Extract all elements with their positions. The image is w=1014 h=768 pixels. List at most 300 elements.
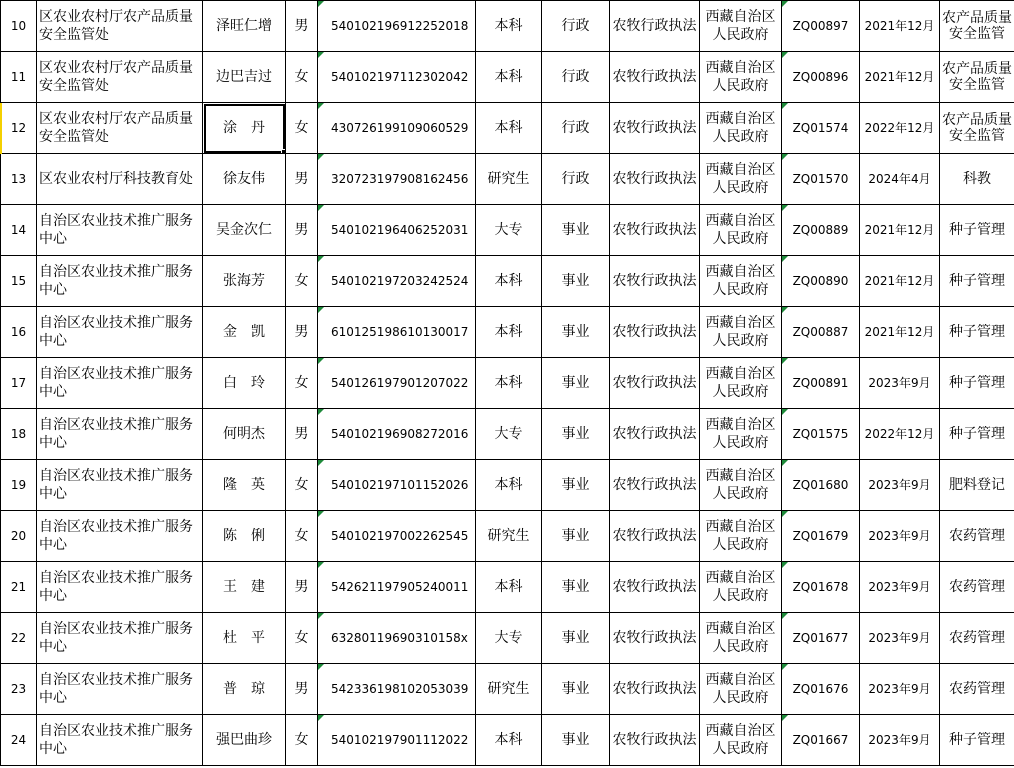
name-cell[interactable] — [203, 307, 286, 358]
education-cell[interactable] — [476, 1, 542, 52]
unit-text: 区农业农村厅农产品质量安全监管处 — [39, 111, 193, 145]
staff-type-cell[interactable] — [542, 52, 610, 103]
education-cell[interactable] — [476, 715, 542, 766]
row-number-cell[interactable] — [1, 1, 37, 52]
enforcement-type-cell[interactable] — [610, 154, 700, 205]
issue-date-cell[interactable] — [860, 613, 940, 664]
row-number-text: 21 — [10, 580, 27, 594]
unit-cell[interactable] — [37, 103, 203, 154]
gender-text: 男 — [294, 681, 309, 697]
enforcement-type-cell[interactable] — [610, 511, 700, 562]
enforcement-area-cell[interactable] — [940, 613, 1014, 664]
education-cell[interactable] — [476, 256, 542, 307]
enforcement-area-text: 农产品质量安全监管 — [942, 112, 1012, 144]
selected-cell[interactable] — [203, 103, 286, 154]
certificate-number-cell[interactable] — [782, 1, 860, 52]
certificate-number-text: ZQ00889 — [792, 223, 849, 237]
table-row — [1, 256, 1014, 307]
row-number-text: 14 — [10, 223, 27, 237]
id-number-cell[interactable] — [318, 307, 476, 358]
enforcement-area-cell[interactable] — [940, 205, 1014, 256]
issuing-authority-cell[interactable] — [700, 307, 782, 358]
enforcement-type-text: 农牧行政执法 — [612, 732, 697, 748]
unit-cell[interactable] — [37, 307, 203, 358]
enforcement-area-text: 农产品质量安全监管 — [942, 61, 1012, 93]
issuing-authority-cell[interactable] — [700, 52, 782, 103]
enforcement-area-cell[interactable] — [940, 562, 1014, 613]
staff-type-text: 事业 — [561, 222, 590, 238]
gender-text: 女 — [294, 528, 309, 544]
gender-text: 男 — [294, 426, 309, 442]
gender-cell[interactable] — [286, 103, 318, 154]
row-number-cell[interactable] — [1, 664, 37, 715]
education-cell[interactable] — [476, 103, 542, 154]
table-row — [1, 205, 1014, 256]
issue-date-text: 2021年12月 — [864, 274, 935, 288]
id-number-cell[interactable] — [318, 358, 476, 409]
name-cell[interactable] — [203, 664, 286, 715]
staff-type-cell[interactable] — [542, 154, 610, 205]
name-text: 强巴曲珍 — [216, 732, 272, 748]
issuing-authority-cell[interactable] — [700, 409, 782, 460]
gender-cell[interactable] — [286, 562, 318, 613]
enforcement-area-cell[interactable] — [940, 256, 1014, 307]
gender-cell[interactable] — [286, 52, 318, 103]
issuing-authority-cell[interactable] — [700, 715, 782, 766]
issuing-authority-cell[interactable] — [700, 460, 782, 511]
certificate-number-text: ZQ00896 — [792, 70, 849, 84]
gender-text: 女 — [294, 732, 309, 748]
table-row — [1, 1, 1014, 52]
issuing-authority-cell[interactable] — [700, 205, 782, 256]
gender-cell[interactable] — [286, 358, 318, 409]
unit-cell[interactable] — [37, 613, 203, 664]
unit-cell[interactable] — [37, 1, 203, 52]
id-number-text: 542336198102053039 — [331, 682, 469, 696]
id-number-text: 540126197901207022 — [331, 376, 469, 390]
education-text: 本科 — [494, 375, 523, 391]
gender-text: 男 — [294, 18, 309, 34]
unit-cell[interactable] — [37, 205, 203, 256]
enforcement-area-text: 农药管理 — [949, 579, 1005, 595]
gender-cell[interactable] — [286, 409, 318, 460]
certificate-number-text: ZQ01575 — [792, 427, 849, 441]
unit-cell[interactable] — [37, 154, 203, 205]
certificate-number-cell[interactable] — [782, 613, 860, 664]
issuing-authority-cell[interactable] — [700, 664, 782, 715]
enforcement-type-text: 农牧行政执法 — [612, 222, 697, 238]
issue-date-text: 2023年9月 — [868, 733, 931, 747]
unit-cell[interactable] — [37, 511, 203, 562]
enforcement-area-text: 农药管理 — [949, 630, 1005, 646]
issue-date-cell[interactable] — [860, 562, 940, 613]
id-number-cell[interactable] — [318, 256, 476, 307]
enforcement-area-cell[interactable] — [940, 511, 1014, 562]
gender-cell[interactable] — [286, 256, 318, 307]
issuing-authority-text: 西藏自治区人民政府 — [705, 9, 776, 43]
issuing-authority-text: 西藏自治区人民政府 — [705, 264, 776, 298]
staff-type-text: 事业 — [561, 426, 590, 442]
enforcement-area-cell[interactable] — [940, 358, 1014, 409]
gender-cell[interactable] — [286, 664, 318, 715]
id-number-cell[interactable] — [318, 205, 476, 256]
table-row — [1, 511, 1014, 562]
row-number-text: 11 — [10, 70, 27, 84]
row-number-text: 16 — [10, 325, 27, 339]
staff-type-cell[interactable] — [542, 409, 610, 460]
enforcement-type-cell[interactable] — [610, 613, 700, 664]
row-number-cell[interactable] — [1, 256, 37, 307]
certificate-number-cell[interactable] — [782, 409, 860, 460]
name-text: 吴金次仁 — [216, 222, 272, 238]
name-text: 徐友伟 — [223, 171, 265, 187]
enforcement-area-cell[interactable] — [940, 460, 1014, 511]
education-text: 本科 — [494, 324, 523, 340]
name-cell[interactable] — [203, 511, 286, 562]
id-number-text: 320723197908162456 — [331, 172, 469, 186]
name-text: 王 建 — [223, 579, 265, 595]
enforcement-type-text: 农牧行政执法 — [612, 477, 697, 493]
table-row — [1, 358, 1014, 409]
certificate-number-cell[interactable] — [782, 205, 860, 256]
row-number-cell[interactable] — [1, 562, 37, 613]
certificate-number-text: ZQ01570 — [792, 172, 849, 186]
id-number-cell[interactable] — [318, 511, 476, 562]
id-number-text: 540102197901112022 — [331, 733, 469, 747]
name-cell[interactable] — [203, 358, 286, 409]
unit-cell[interactable] — [37, 562, 203, 613]
enforcement-area-cell[interactable] — [940, 103, 1014, 154]
row-number-cell[interactable] — [1, 205, 37, 256]
id-number-text: 540102196912252018 — [331, 19, 469, 33]
staff-type-text: 事业 — [561, 477, 590, 493]
unit-cell[interactable] — [37, 664, 203, 715]
enforcement-area-text: 种子管理 — [949, 426, 1005, 442]
issue-date-cell[interactable] — [860, 511, 940, 562]
staff-type-text: 行政 — [561, 69, 590, 85]
id-number-cell[interactable] — [318, 664, 476, 715]
certificate-number-cell[interactable] — [782, 358, 860, 409]
education-cell[interactable] — [476, 562, 542, 613]
education-text: 大专 — [494, 222, 523, 238]
gender-text: 女 — [294, 630, 309, 646]
certificate-number-cell[interactable] — [782, 715, 860, 766]
name-cell[interactable] — [203, 205, 286, 256]
unit-cell[interactable] — [37, 715, 203, 766]
enforcement-area-cell[interactable] — [940, 154, 1014, 205]
enforcement-type-text: 农牧行政执法 — [612, 579, 697, 595]
certificate-number-cell[interactable] — [782, 52, 860, 103]
unit-text: 自治区农业技术推广服务中心 — [39, 315, 193, 349]
unit-cell[interactable] — [37, 409, 203, 460]
unit-cell[interactable] — [37, 460, 203, 511]
education-cell[interactable] — [476, 613, 542, 664]
issuing-authority-text: 西藏自治区人民政府 — [705, 315, 776, 349]
gender-cell[interactable] — [286, 460, 318, 511]
issue-date-text: 2021年12月 — [864, 70, 935, 84]
name-text: 隆 英 — [223, 477, 265, 493]
unit-text: 自治区农业技术推广服务中心 — [39, 468, 193, 502]
row-number-cell[interactable] — [1, 154, 37, 205]
issue-date-text: 2022年12月 — [864, 121, 935, 135]
issuing-authority-text: 西藏自治区人民政府 — [705, 213, 776, 247]
id-number-cell[interactable] — [318, 409, 476, 460]
issuing-authority-cell[interactable] — [700, 1, 782, 52]
staff-type-cell[interactable] — [542, 307, 610, 358]
staff-type-text: 事业 — [561, 681, 590, 697]
table-row — [1, 664, 1014, 715]
id-number-cell[interactable] — [318, 460, 476, 511]
education-cell[interactable] — [476, 409, 542, 460]
issue-date-cell[interactable] — [860, 715, 940, 766]
issue-date-text: 2021年12月 — [864, 223, 935, 237]
enforcement-type-text: 农牧行政执法 — [612, 120, 697, 136]
enforcement-type-cell[interactable] — [610, 460, 700, 511]
staff-type-text: 事业 — [561, 579, 590, 595]
row-number-text: 15 — [10, 274, 27, 288]
issuing-authority-text: 西藏自治区人民政府 — [705, 366, 776, 400]
issuing-authority-text: 西藏自治区人民政府 — [705, 417, 776, 451]
enforcement-type-text: 农牧行政执法 — [612, 18, 697, 34]
staff-type-cell[interactable] — [542, 664, 610, 715]
enforcement-type-text: 农牧行政执法 — [612, 630, 697, 646]
issue-date-cell[interactable] — [860, 154, 940, 205]
id-number-cell[interactable] — [318, 715, 476, 766]
gender-text: 男 — [294, 579, 309, 595]
enforcement-type-cell[interactable] — [610, 103, 700, 154]
name-text: 涂 丹 — [223, 120, 265, 136]
row-number-text: 13 — [10, 172, 27, 186]
enforcement-area-cell[interactable] — [940, 409, 1014, 460]
id-number-cell[interactable] — [318, 613, 476, 664]
name-cell[interactable] — [203, 715, 286, 766]
enforcement-area-text: 科教 — [963, 171, 991, 187]
row-number-text: 10 — [10, 19, 27, 33]
certificate-number-text: ZQ00890 — [792, 274, 849, 288]
table-row — [1, 460, 1014, 511]
gender-cell[interactable] — [286, 511, 318, 562]
enforcement-type-cell[interactable] — [610, 409, 700, 460]
issue-date-cell[interactable] — [860, 52, 940, 103]
education-text: 本科 — [494, 579, 523, 595]
enforcement-type-cell[interactable] — [610, 1, 700, 52]
id-number-cell[interactable] — [318, 1, 476, 52]
issuing-authority-cell[interactable] — [700, 256, 782, 307]
staff-type-cell[interactable] — [542, 562, 610, 613]
staff-type-cell[interactable] — [542, 256, 610, 307]
issuing-authority-cell[interactable] — [700, 511, 782, 562]
education-cell[interactable] — [476, 358, 542, 409]
education-cell[interactable] — [476, 511, 542, 562]
issue-date-text: 2024年4月 — [868, 172, 931, 186]
name-cell[interactable] — [203, 562, 286, 613]
education-text: 研究生 — [487, 681, 530, 697]
issue-date-text: 2023年9月 — [868, 529, 931, 543]
issue-date-text: 2023年9月 — [868, 682, 931, 696]
row-number-cell[interactable] — [1, 715, 37, 766]
id-number-cell[interactable] — [318, 562, 476, 613]
row-number-cell[interactable] — [1, 460, 37, 511]
staff-type-cell[interactable] — [542, 715, 610, 766]
education-text: 本科 — [494, 120, 523, 136]
issue-date-text: 2023年9月 — [868, 580, 931, 594]
enforcement-type-cell[interactable] — [610, 205, 700, 256]
staff-type-cell[interactable] — [542, 103, 610, 154]
certificate-number-text: ZQ01679 — [792, 529, 849, 543]
staff-type-cell[interactable] — [542, 205, 610, 256]
name-cell[interactable] — [203, 613, 286, 664]
row-number-text: 18 — [10, 427, 27, 441]
staff-type-cell[interactable] — [542, 358, 610, 409]
gender-text: 女 — [294, 375, 309, 391]
staff-type-cell[interactable] — [542, 511, 610, 562]
enforcement-type-cell[interactable] — [610, 715, 700, 766]
name-cell[interactable] — [203, 409, 286, 460]
row-number-cell[interactable] — [1, 358, 37, 409]
gender-cell[interactable] — [286, 715, 318, 766]
certificate-number-cell[interactable] — [782, 562, 860, 613]
issue-date-text: 2023年9月 — [868, 376, 931, 390]
enforcement-area-text: 农药管理 — [949, 681, 1005, 697]
issuing-authority-text: 西藏自治区人民政府 — [705, 468, 776, 502]
enforcement-type-cell[interactable] — [610, 256, 700, 307]
row-number-cell[interactable] — [1, 52, 37, 103]
certificate-number-text: ZQ01574 — [792, 121, 849, 135]
gender-cell[interactable] — [286, 307, 318, 358]
enforcement-area-text: 肥料登记 — [949, 477, 1005, 493]
name-cell[interactable] — [203, 1, 286, 52]
unit-text: 自治区农业技术推广服务中心 — [39, 366, 193, 400]
issue-date-cell[interactable] — [860, 256, 940, 307]
enforcement-type-text: 农牧行政执法 — [612, 324, 697, 340]
row-number-cell[interactable] — [1, 409, 37, 460]
id-number-text: 430726199109060529 — [331, 121, 469, 135]
enforcement-area-text: 种子管理 — [949, 222, 1005, 238]
staff-type-text: 行政 — [561, 171, 590, 187]
education-cell[interactable] — [476, 307, 542, 358]
education-cell[interactable] — [476, 664, 542, 715]
enforcement-area-cell[interactable] — [940, 307, 1014, 358]
issuing-authority-cell[interactable] — [700, 103, 782, 154]
gender-text: 女 — [294, 69, 309, 85]
enforcement-type-text: 农牧行政执法 — [612, 528, 697, 544]
enforcement-area-text: 种子管理 — [949, 732, 1005, 748]
name-text: 金 凯 — [223, 324, 265, 340]
issuing-authority-cell[interactable] — [700, 358, 782, 409]
row-number-cell[interactable] — [1, 511, 37, 562]
enforcement-type-cell[interactable] — [610, 664, 700, 715]
issuing-authority-cell[interactable] — [700, 562, 782, 613]
certificate-number-cell[interactable] — [782, 154, 860, 205]
enforcement-area-text: 种子管理 — [949, 375, 1005, 391]
staff-type-text: 事业 — [561, 273, 590, 289]
gender-cell[interactable] — [286, 205, 318, 256]
gender-text: 女 — [294, 273, 309, 289]
enforcement-area-cell[interactable] — [940, 52, 1014, 103]
issue-date-cell[interactable] — [860, 205, 940, 256]
certificate-number-cell[interactable] — [782, 256, 860, 307]
certificate-number-text: ZQ01667 — [792, 733, 849, 747]
education-cell[interactable] — [476, 205, 542, 256]
table-row — [1, 52, 1014, 103]
enforcement-area-cell[interactable] — [940, 1, 1014, 52]
enforcement-area-cell[interactable] — [940, 664, 1014, 715]
id-number-cell[interactable] — [318, 154, 476, 205]
gender-text: 女 — [294, 477, 309, 493]
staff-type-cell[interactable] — [542, 1, 610, 52]
enforcement-type-cell[interactable] — [610, 358, 700, 409]
id-number-cell[interactable] — [318, 52, 476, 103]
certificate-number-cell[interactable] — [782, 103, 860, 154]
name-cell[interactable] — [203, 256, 286, 307]
gender-cell[interactable] — [286, 613, 318, 664]
name-cell[interactable] — [203, 52, 286, 103]
id-number-text: 542621197905240011 — [331, 580, 469, 594]
unit-cell[interactable] — [37, 256, 203, 307]
issue-date-cell[interactable] — [860, 1, 940, 52]
issue-date-cell[interactable] — [860, 409, 940, 460]
name-cell[interactable] — [203, 154, 286, 205]
education-cell[interactable] — [476, 154, 542, 205]
row-number-text: 23 — [10, 682, 27, 696]
name-text: 泽旺仁增 — [216, 18, 272, 34]
certificate-number-cell[interactable] — [782, 511, 860, 562]
unit-cell[interactable] — [37, 358, 203, 409]
issue-date-cell[interactable] — [860, 460, 940, 511]
name-text: 何明杰 — [223, 426, 265, 442]
row-number-cell[interactable] — [1, 613, 37, 664]
issuing-authority-cell[interactable] — [700, 613, 782, 664]
issue-date-cell[interactable] — [860, 307, 940, 358]
issue-date-cell[interactable] — [860, 664, 940, 715]
unit-cell[interactable] — [37, 52, 203, 103]
certificate-number-text: ZQ01677 — [792, 631, 849, 645]
issue-date-cell[interactable] — [860, 358, 940, 409]
issue-date-text: 2023年9月 — [868, 631, 931, 645]
education-cell[interactable] — [476, 52, 542, 103]
issue-date-cell[interactable] — [860, 103, 940, 154]
certificate-number-cell[interactable] — [782, 460, 860, 511]
staff-type-cell[interactable] — [542, 460, 610, 511]
unit-text: 区农业农村厅农产品质量安全监管处 — [39, 60, 193, 94]
issue-date-text: 2023年9月 — [868, 478, 931, 492]
staff-type-cell[interactable] — [542, 613, 610, 664]
enforcement-type-text: 农牧行政执法 — [612, 681, 697, 697]
education-text: 研究生 — [487, 528, 530, 544]
certificate-number-cell[interactable] — [782, 307, 860, 358]
enforcement-type-cell[interactable] — [610, 307, 700, 358]
enforcement-type-cell[interactable] — [610, 562, 700, 613]
row-number-cell[interactable] — [1, 307, 37, 358]
issuing-authority-cell[interactable] — [700, 154, 782, 205]
issuing-authority-text: 西藏自治区人民政府 — [705, 519, 776, 553]
id-number-cell[interactable] — [318, 103, 476, 154]
row-number-text: 20 — [10, 529, 27, 543]
issuing-authority-text: 西藏自治区人民政府 — [705, 723, 776, 757]
certificate-number-cell[interactable] — [782, 664, 860, 715]
enforcement-type-cell[interactable] — [610, 52, 700, 103]
gender-cell[interactable] — [286, 154, 318, 205]
issuing-authority-text: 西藏自治区人民政府 — [705, 672, 776, 706]
enforcement-area-cell[interactable] — [940, 715, 1014, 766]
gender-cell[interactable] — [286, 1, 318, 52]
unit-text: 自治区农业技术推广服务中心 — [39, 417, 193, 451]
table-row — [1, 562, 1014, 613]
education-text: 本科 — [494, 732, 523, 748]
row-number-cell[interactable] — [1, 103, 37, 154]
education-cell[interactable] — [476, 460, 542, 511]
name-cell[interactable] — [203, 460, 286, 511]
